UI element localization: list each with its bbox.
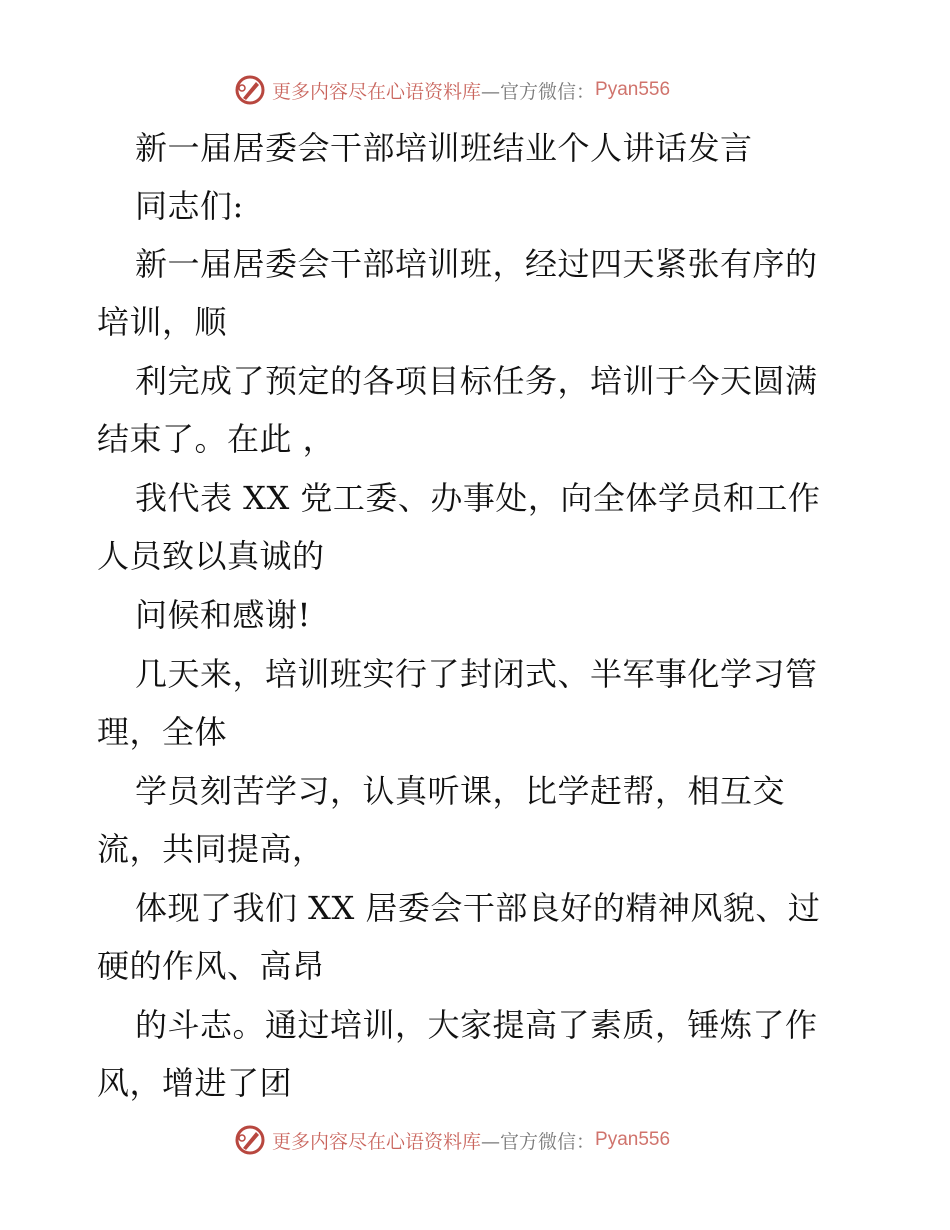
text-line: 问候和感谢! bbox=[135, 596, 311, 634]
text-line: 学员刻苦学习，认真听课，比学赶帮，相互交 bbox=[135, 772, 786, 810]
text-line: 人员致以真诚的 bbox=[97, 537, 325, 575]
text-line: 利完成了预定的各项目标任务，培训于今天圆满 bbox=[135, 362, 818, 400]
text-line: 我代表 XX 党工委、办事处，向全体学员和工作 bbox=[135, 479, 821, 517]
text-line: 培训，顺 bbox=[97, 303, 228, 341]
text-line: 硬的作风、高昂 bbox=[97, 947, 325, 985]
banner-wechat-id: Pyan556 bbox=[595, 1129, 671, 1150]
text-line: 新一届居委会干部培训班，经过四天紧张有序的 bbox=[135, 245, 818, 283]
footer-banner bbox=[234, 1123, 670, 1157]
text-line: 几天来，培训班实行了封闭式、半军事化学习管 bbox=[135, 655, 818, 693]
text-line: 风，增进了团 bbox=[97, 1064, 293, 1102]
banner-separator: —官方微信： bbox=[481, 80, 596, 103]
text-line: 结束了。在此 ， bbox=[97, 420, 336, 458]
text-line: 流，共同提高， bbox=[97, 830, 325, 868]
text-line: 的斗志。通过培训，大家提高了素质，锤炼了作 bbox=[135, 1006, 818, 1044]
header-banner bbox=[234, 73, 670, 107]
document-title: 新一届居委会干部培训班结业个人讲话发言 bbox=[135, 129, 753, 167]
banner-separator: —官方微信： bbox=[481, 1130, 596, 1153]
text-line: 理，全体 bbox=[97, 713, 228, 751]
banner-site-text: 更多内容尽在心语资料库 bbox=[272, 1130, 482, 1153]
pen-logo-icon bbox=[234, 1124, 266, 1156]
pen-logo-icon bbox=[234, 74, 266, 106]
banner-wechat-id: Pyan556 bbox=[595, 79, 671, 100]
text-line: 同志们: bbox=[135, 187, 244, 225]
banner-site-text: 更多内容尽在心语资料库 bbox=[272, 80, 482, 103]
text-line: 体现了我们 XX 居委会干部良好的精神风貌、过 bbox=[135, 889, 821, 927]
